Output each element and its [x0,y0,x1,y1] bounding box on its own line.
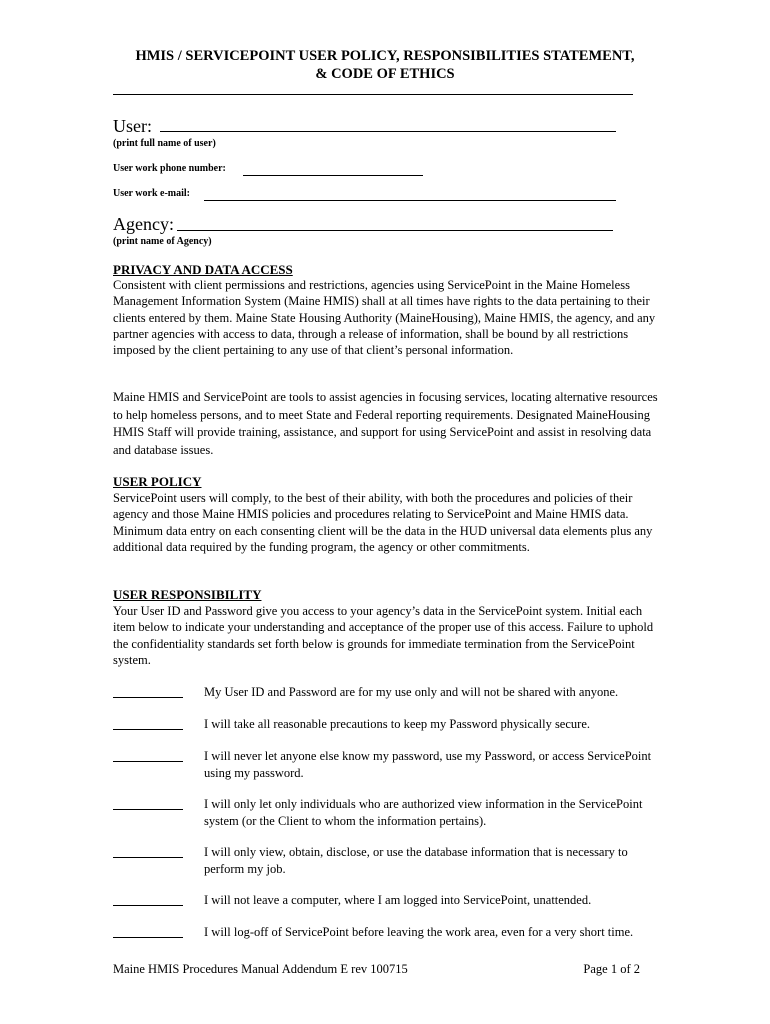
initial-line-4[interactable] [113,809,183,810]
agency-label: Agency: [113,214,174,234]
phone-line[interactable] [243,175,423,176]
initial-line-5[interactable] [113,857,183,858]
responsibility-item-1: My User ID and Password are for my use only and will not be shared with anyone. [204,685,619,699]
email-line[interactable] [204,200,616,201]
user-label: User: [113,116,152,136]
privacy-paragraph-2: Maine HMIS and ServicePoint are tools to assist agencies in focusing services, locating alternative resources to help homeless persons, and to meet State and Federal reporting requirements. Designated MaineHousing HMIS Staff will provide training, assistance, and support for using ServicePoint and assist in resolving data and database issues. [113,390,658,457]
initial-line-6[interactable] [113,905,183,906]
user-note: (print full name of user) [113,138,216,149]
initial-line-2[interactable] [113,729,183,730]
document-title-line1: HMIS / SERVICEPOINT USER POLICY, RESPONSIBILITIES STATEMENT, [135,48,635,64]
footer-manual-reference: Maine HMIS Procedures Manual Addendum E rev 100715 [113,962,408,976]
footer-page-number: Page 1 of 2 [583,962,640,976]
user-policy-heading: USER POLICY [113,474,202,489]
initial-line-7[interactable] [113,937,183,938]
user-policy-paragraph: ServicePoint users will comply, to the best of their ability, with both the procedures and policies of their agency and those Maine HMIS policies and procedures relating to ServicePoint and Maine HMIS data. Minimum data entry on each consenting client will be the data in the HUD universal data elements plus any additional data required by the funding program, the agency or other commitments. [113,491,653,554]
user-responsibility-intro: Your User ID and Password give you access to your agency’s data in the ServicePoint system. Initial each item below to indicate your understanding and acceptance of the proper use of this access. Failure to uphold the confidentiality standards set forth below is grounds for immediate termination from the ServicePoint system. [113,604,654,667]
phone-label: User work phone number: [113,163,226,174]
user-responsibility-heading: USER RESPONSIBILITY [113,587,262,602]
agency-note: (print name of Agency) [113,236,212,247]
email-label: User work e-mail: [113,188,191,199]
privacy-paragraph-1: Consistent with client permissions and restrictions, agencies using ServicePoint in the Maine Homeless Management Information System (Maine HMIS) shall at all times have rights to the data pertaining to their clients entered by them. Maine State Housing Authority (MaineHousing), Maine HMIS, the agency, and any partner agencies with access to data, through a release of information, shall be bound by all restrictions imposed by the client pertaining to any use of that client’s personal information. [113,278,656,358]
initial-line-3[interactable] [113,761,183,762]
document-title-line2: & CODE OF ETHICS [315,66,455,82]
responsibility-item-6: I will not leave a computer, where I am logged into ServicePoint, unattended. [204,893,592,907]
agency-name-line[interactable] [177,230,613,231]
responsibility-item-4: I will only let only individuals who are authorized view information in the ServicePoint system (or the Client to whom the information pertains). [204,797,643,828]
responsibility-item-7: I will log-off of ServicePoint before leaving the work area, even for a very short time. [204,925,634,939]
privacy-heading: PRIVACY AND DATA ACCESS [113,262,293,277]
title-divider [113,94,633,95]
user-name-line[interactable] [160,131,616,132]
initial-line-1[interactable] [113,697,183,698]
responsibility-item-5: I will only view, obtain, disclose, or use the database information that is necessary to perform my job. [204,845,628,876]
responsibility-item-3: I will never let anyone else know my password, use my Password, or access ServicePoint using my password. [204,749,652,780]
responsibility-item-2: I will take all reasonable precautions to keep my Password physically secure. [204,717,590,731]
